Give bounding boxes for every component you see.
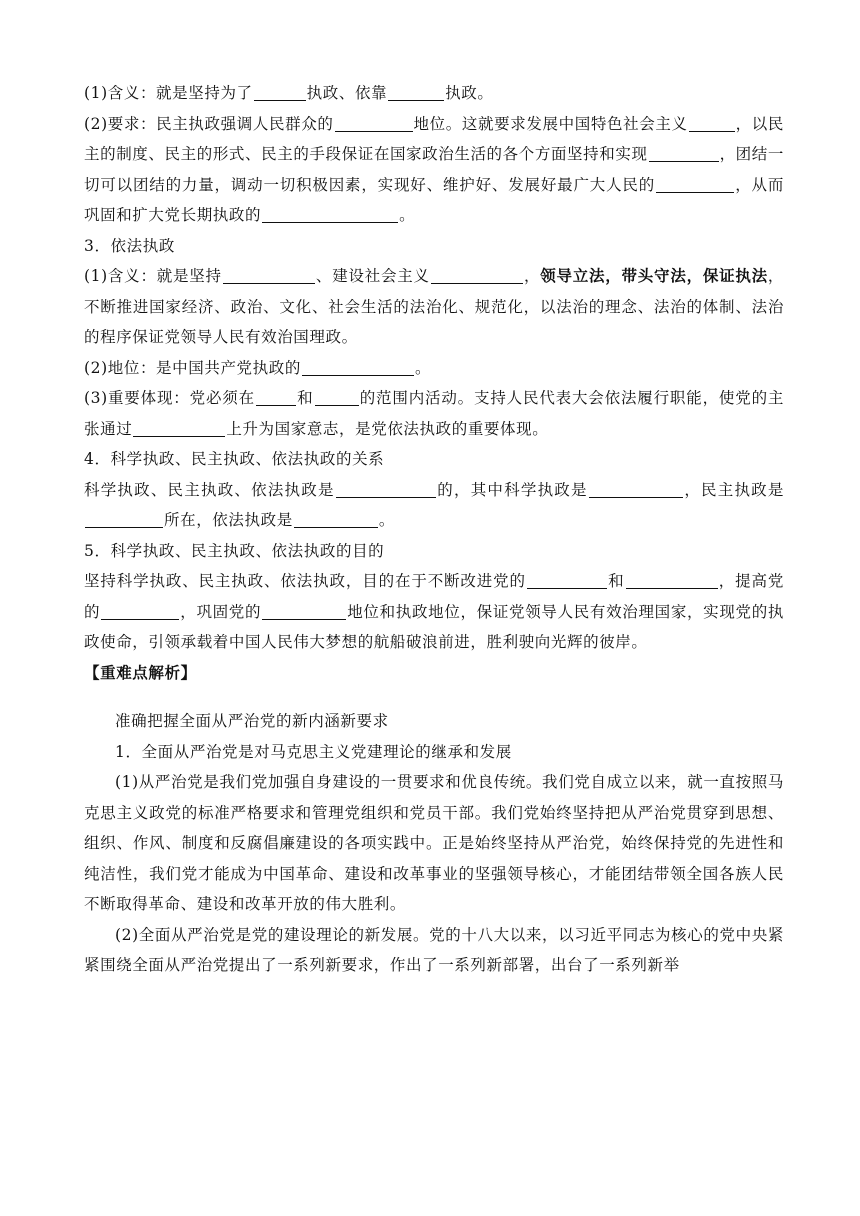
text: 地位。这就要求发展中国特色社会主义 [413, 114, 688, 133]
text: ，巩固党的 [180, 602, 262, 621]
democratic-governance-requirement [84, 109, 784, 231]
fill-blank[interactable] [388, 82, 444, 101]
fill-blank[interactable] [649, 143, 719, 162]
fill-blank[interactable] [336, 479, 436, 498]
text: (2)要求：民主执政强调人民群众的 [84, 114, 334, 133]
fill-blank[interactable] [527, 570, 607, 589]
analysis-subtitle: 准确把握全面从严治党的新内涵新要求 [115, 712, 389, 730]
fill-blank[interactable] [656, 174, 734, 193]
text: 和 [296, 389, 314, 407]
text: ， [523, 267, 541, 285]
analysis-paragraph-2: (2)全面从严治党是党的建设理论的新发展。党的十八大以来，以习近平同志为核心的党中央紧紧围绕全面从严治党提出了一系列新要求，作出了一系列新部署，出台了一系列新举 [84, 925, 784, 974]
text: (1)含义：就是坚持为了 [84, 84, 253, 102]
democratic-governance-meaning [84, 78, 784, 109]
relationship-paragraph [84, 475, 784, 536]
fill-blank[interactable] [626, 570, 718, 589]
section-heading-purpose: 5．科学执政、民主执政、依法执政的目的 [84, 541, 385, 560]
fill-blank[interactable] [223, 265, 315, 284]
fill-blank[interactable] [254, 82, 306, 101]
fill-blank[interactable] [302, 357, 414, 376]
purpose-paragraph [84, 566, 784, 658]
law-based-governance-meaning [84, 261, 784, 353]
fill-blank[interactable] [431, 265, 523, 284]
text: ，团结一切可以团结的力量，调动一切积极因素，实现好、维护好、发展好最广大人民的 [84, 145, 784, 194]
text: 所在，依法执政是 [164, 511, 293, 529]
section-heading-relationship: 4．科学执政、民主执政、依法执政的关系 [84, 450, 385, 468]
fill-blank[interactable] [101, 601, 179, 620]
document-content [84, 78, 784, 981]
text: 的范围内活动。支持人民代表大会依法履行职能，使党的主张通过 [84, 389, 784, 438]
fill-blank[interactable] [315, 387, 359, 406]
law-based-governance-embodiment [84, 383, 784, 444]
text: 上升为国家意志，是党依法执政的重要体现。 [226, 419, 549, 438]
text: 地位和执政地位，保证党领导人民有效治理国家，实现党的执政使命，引领承载着中国人民伟大梦想的航船破浪前进，胜利驶向光辉的彼岸。 [84, 602, 784, 651]
spacer [84, 688, 784, 706]
section-heading-law-based-governance: 3．依法执政 [84, 236, 175, 255]
text: (1)含义：就是坚持 [84, 267, 222, 285]
text: 执政。 [445, 84, 494, 102]
text: ，不断推进国家经济、政治、文化、社会生活的法治化、规范化，以法治的理念、法治的体制、法治的程序保证党领导人民有效治国理政。 [84, 267, 785, 346]
bold-text: 领导立法，带头守法，保证执法 [540, 266, 768, 285]
text: 。 [414, 358, 432, 377]
fill-blank[interactable] [294, 509, 378, 528]
analysis-point-1: 1．全面从严治党是对马克思主义党建理论的继承和发展 [115, 742, 512, 761]
fill-blank[interactable] [262, 601, 346, 620]
analysis-title: 【重难点解析】 [84, 662, 197, 682]
fill-blank[interactable] [133, 418, 225, 437]
law-based-governance-status [84, 353, 784, 384]
fill-blank[interactable] [335, 113, 413, 132]
text: 执政、依靠 [306, 84, 388, 102]
text: 的，其中科学执政是 [436, 480, 588, 499]
fill-blank[interactable] [689, 113, 735, 132]
text: ，以民主的制度、民主的形式、民主的手段保证在国家政治生活的各个方面坚持和实现 [84, 114, 784, 163]
analysis-paragraph-1: (1)从严治党是我们党加强自身建设的一贯要求和优良传统。我们党自成立以来，就一直按照马克思主义政党的标准严格要求和管理党组织和党员干部。我们党始终坚持把从严治党贯穿到思想、组织、作风、制度和反腐倡廉建设的各项实践中。正是始终坚持从严治党，始终保持党的先进性和纯洁性，我们党才能成为中国革命、建设和改革事业的坚强领导核心，才能团结带领全国各族人民不断取得革命、建设和改革开放的伟大胜利。 [84, 773, 784, 913]
text: 。 [378, 511, 395, 529]
fill-blank[interactable] [589, 479, 683, 498]
text: 、建设社会主义 [315, 267, 430, 285]
text: 和 [607, 572, 625, 590]
fill-blank[interactable] [262, 204, 398, 223]
text: ，从而巩固和扩大党长期执政的 [84, 175, 784, 224]
text: (2)地位：是中国共产党执政的 [84, 358, 301, 377]
text: 科学执政、民主执政、依法执政是 [84, 480, 335, 499]
text: 。 [399, 206, 416, 224]
fill-blank[interactable] [85, 509, 163, 528]
text: 坚持科学执政、民主执政、依法执政，目的在于不断改进党的 [84, 572, 526, 590]
text: ，提高党的 [84, 572, 784, 621]
text: ，民主执政是 [683, 480, 784, 499]
text: (3)重要体现：党必须在 [84, 389, 255, 407]
fill-blank[interactable] [256, 387, 296, 406]
